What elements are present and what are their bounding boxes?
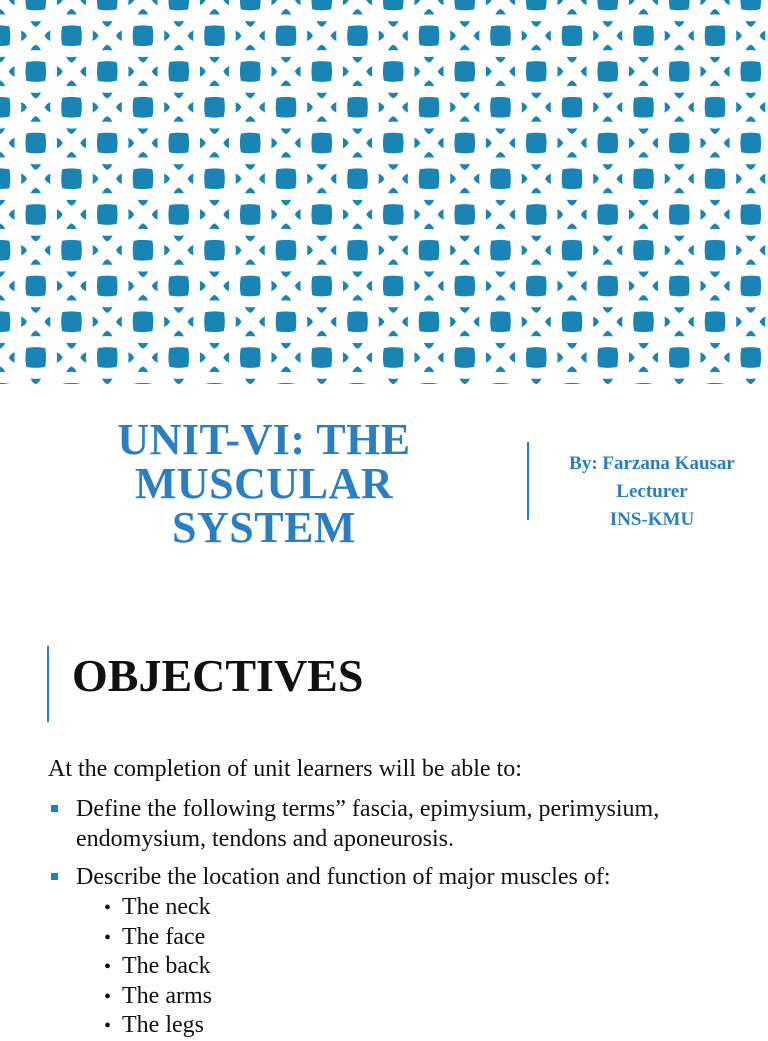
list-item (104, 951, 212, 981)
list-item-label: The legs (122, 1012, 204, 1038)
objective-bullet-1 (48, 794, 748, 854)
square-bullet-icon (51, 805, 58, 812)
slide-title (90, 415, 438, 552)
round-bullet-icon: • (104, 985, 112, 1008)
author-name: By: Farzana Kausar (569, 453, 735, 474)
slide-title-line-1: UNIT-VI: THE (117, 415, 411, 464)
list-item (104, 922, 212, 952)
decorative-pattern-banner (0, 0, 768, 384)
objectives-heading: OBJECTIVES (72, 650, 364, 701)
list-item (104, 1010, 212, 1040)
list-item-label: The arms (122, 982, 212, 1009)
author-institution: INS-KMU (609, 509, 695, 530)
objectives-intro: At the completion of unit learners will be able to: (48, 756, 522, 782)
slide-title-line-2: MUSCULAR (134, 459, 394, 508)
round-bullet-icon: • (104, 897, 112, 919)
list-item-label: The back (122, 953, 211, 979)
square-bullet-icon (51, 873, 58, 880)
interlocking-circles-pattern (0, 0, 768, 384)
muscle-region-list (104, 892, 212, 1040)
round-bullet-icon: • (104, 1015, 112, 1037)
list-item-label: The neck (122, 894, 211, 920)
heading-accent-bar (47, 646, 49, 722)
list-item (104, 981, 212, 1011)
objective-bullet-1-line-2: endomysium, tendons and aponeurosis. (76, 826, 454, 852)
objective-bullet-1-line-1: Define the following terms” fascia, epimysium, perimysium, (76, 796, 660, 822)
round-bullet-icon: • (104, 926, 112, 949)
author-role: Lecturer (616, 481, 688, 502)
list-item (104, 892, 212, 922)
slide-title-line-3: SYSTEM (172, 503, 356, 552)
list-item-label: The face (122, 923, 206, 950)
objective-bullet-2-line-1: Describe the location and function of major muscles of: (76, 864, 611, 890)
title-divider (527, 442, 529, 520)
author-byline (540, 450, 764, 534)
round-bullet-icon: • (104, 956, 112, 978)
objective-bullet-2 (48, 862, 748, 892)
